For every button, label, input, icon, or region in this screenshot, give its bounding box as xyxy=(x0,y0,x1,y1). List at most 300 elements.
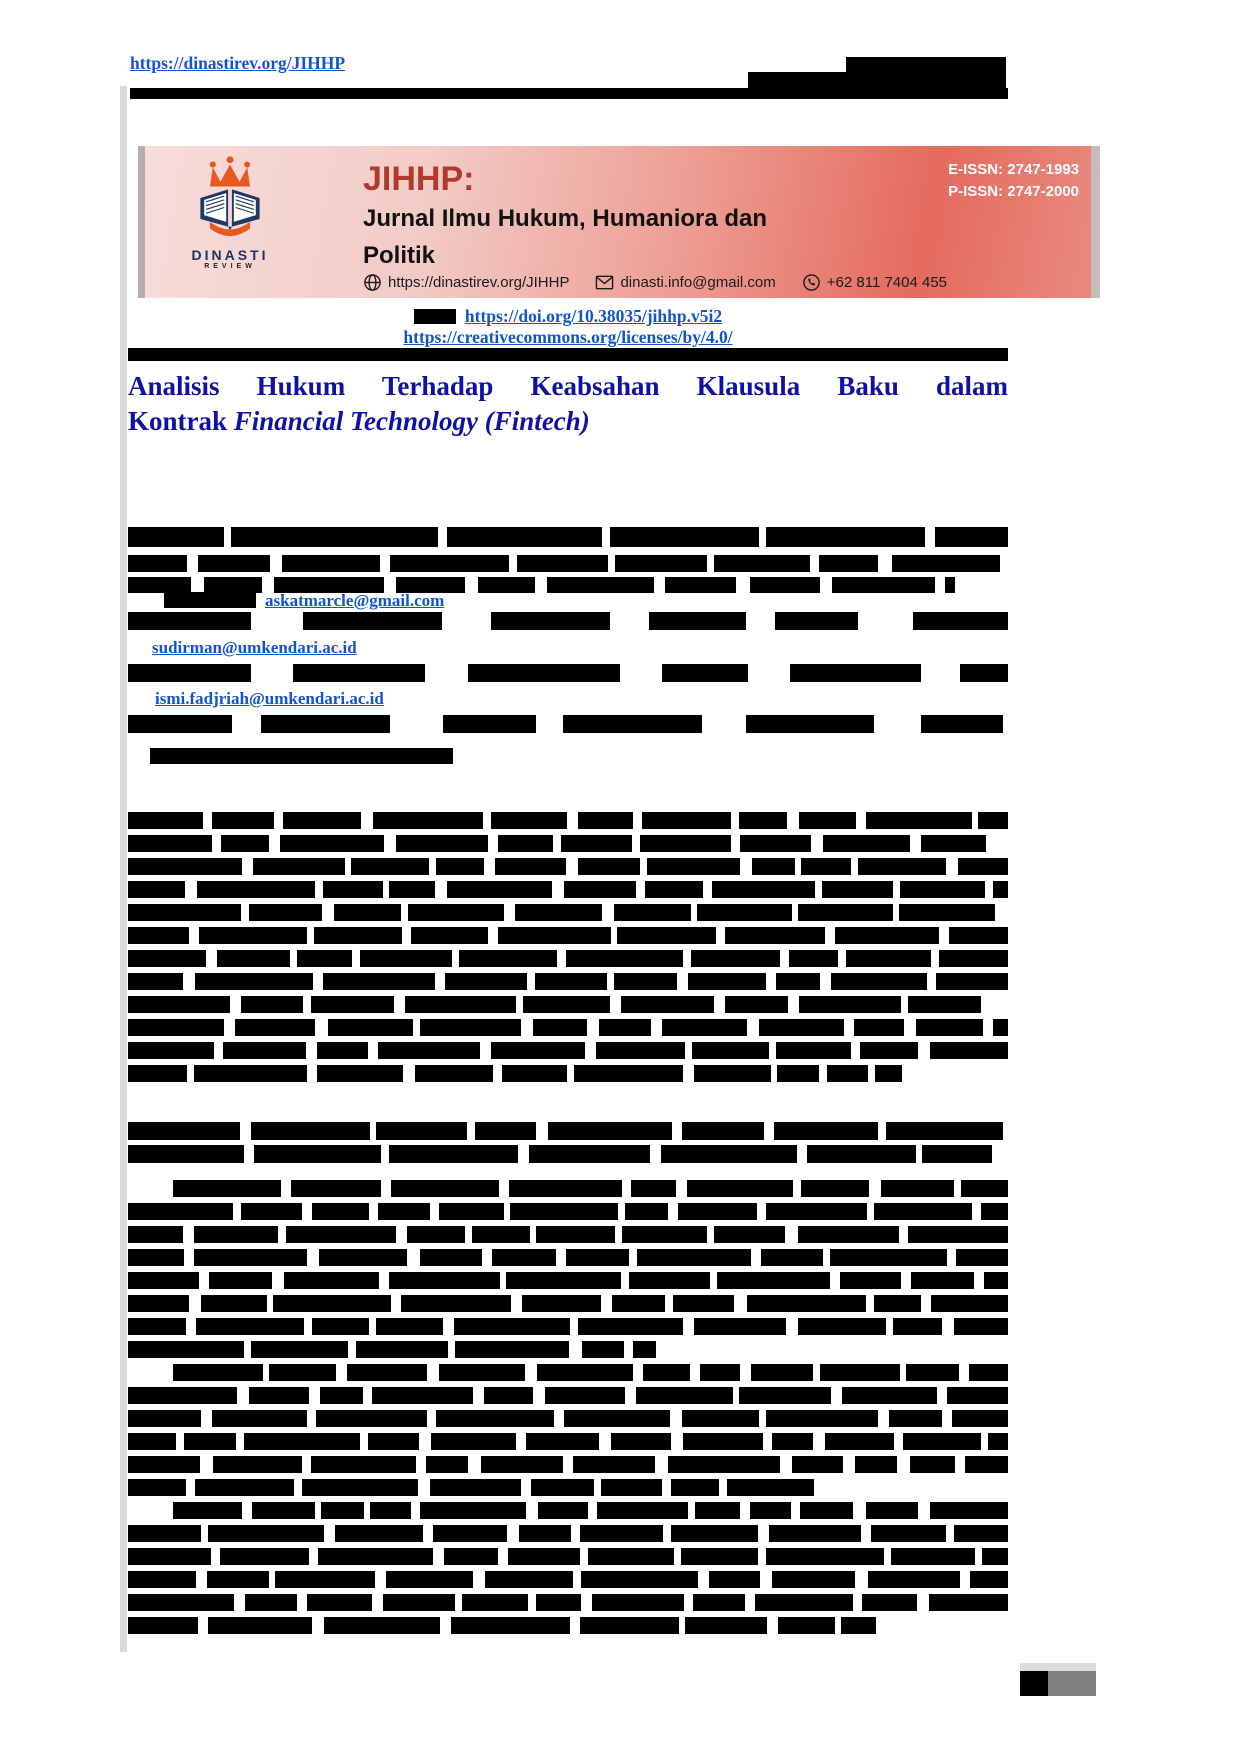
redaction-bar xyxy=(252,1502,314,1519)
journal-banner xyxy=(138,146,1100,298)
redaction-bar xyxy=(766,1410,877,1427)
redaction-bar xyxy=(671,1525,758,1542)
redaction-bar xyxy=(801,858,851,875)
redaction-bar xyxy=(640,835,731,852)
redaction-gap xyxy=(757,1203,766,1220)
redaction-gap xyxy=(685,1042,692,1059)
redaction-bar xyxy=(678,1203,756,1220)
redaction-bar xyxy=(498,835,553,852)
redaction-gap xyxy=(556,1249,566,1266)
redaction-gap xyxy=(278,1226,286,1243)
redaction-gap xyxy=(336,1364,346,1381)
e-issn: E-ISSN: 2747-1993 xyxy=(948,161,1079,178)
redaction-bar xyxy=(128,555,187,572)
redacted-abstract-paragraph xyxy=(128,812,1008,1088)
redaction-bar xyxy=(988,1433,1008,1450)
redaction-gap xyxy=(813,1433,825,1450)
redaction-gap xyxy=(856,812,866,829)
redaction-bar xyxy=(930,1502,1008,1519)
journal-site-link[interactable]: https://dinastirev.org/JIHHP xyxy=(130,53,346,73)
redaction-gap xyxy=(241,904,250,921)
redaction-bar xyxy=(908,1226,1008,1243)
redaction-gap xyxy=(769,1042,776,1059)
redaction-gap xyxy=(830,1272,840,1289)
redacted-page-number xyxy=(1020,1671,1048,1696)
redaction-gap xyxy=(939,927,949,944)
redaction-gap xyxy=(601,1295,612,1312)
redaction-gap xyxy=(819,1065,827,1082)
redaction-bar xyxy=(903,1433,982,1450)
redaction-bar xyxy=(868,1571,960,1588)
redaction-gap xyxy=(662,1479,672,1496)
redaction-bar xyxy=(800,1502,852,1519)
redaction-bar xyxy=(694,1065,771,1082)
redaction-bar xyxy=(312,1318,369,1335)
redaction-bar xyxy=(842,1387,937,1404)
redaction-bar xyxy=(484,1387,533,1404)
redaction-gap xyxy=(866,1295,873,1312)
website-item xyxy=(363,273,569,292)
redaction-bar xyxy=(960,664,1008,682)
redaction-gap xyxy=(946,1525,954,1542)
redaction-gap xyxy=(780,950,789,967)
left-margin-strip xyxy=(120,86,127,1652)
redaction-bar xyxy=(993,881,1008,898)
redaction-bar xyxy=(128,1065,187,1082)
redaction-bar xyxy=(969,1364,1008,1381)
redaction-gap xyxy=(668,1203,679,1220)
title-italic: Financial Technology (Fintech) xyxy=(233,406,590,436)
redaction-gap xyxy=(380,555,390,572)
redaction-bar xyxy=(978,812,1008,829)
redaction-gap xyxy=(746,612,774,630)
redaction-bar xyxy=(936,973,1008,990)
redaction-bar xyxy=(581,1571,698,1588)
redaction-bar xyxy=(776,973,819,990)
redaction-bar xyxy=(436,858,484,875)
redaction-gap xyxy=(813,1364,820,1381)
redaction-gap xyxy=(921,664,960,682)
redaction-bar xyxy=(662,1019,747,1036)
redaction-bar xyxy=(789,950,838,967)
redaction-gap xyxy=(981,1433,988,1450)
redaction-gap xyxy=(607,973,614,990)
redaction-gap xyxy=(625,1387,636,1404)
redaction-gap xyxy=(442,612,491,630)
redaction-gap xyxy=(731,812,739,829)
redaction-gap xyxy=(918,1502,929,1519)
redaction-bar xyxy=(491,612,610,630)
redaction-bar xyxy=(693,1594,745,1611)
redaction-gap xyxy=(780,1456,792,1473)
redaction-bar xyxy=(128,1525,201,1542)
redaction-bar xyxy=(280,835,384,852)
author-email-1[interactable]: askatmarcle@gmail.com xyxy=(265,591,445,610)
redaction-gap xyxy=(302,1456,311,1473)
redaction-gap xyxy=(853,1594,862,1611)
redaction-bar xyxy=(766,527,925,547)
redaction-gap xyxy=(937,1387,947,1404)
redaction-gap xyxy=(189,1295,201,1312)
redaction-gap xyxy=(581,1594,592,1611)
redaction-bar xyxy=(128,881,185,898)
redaction-gap xyxy=(200,1456,212,1473)
redaction-bar xyxy=(431,1433,516,1450)
redaction-bar xyxy=(128,1594,234,1611)
redaction-gap xyxy=(672,1122,682,1140)
redaction-gap xyxy=(309,1548,318,1565)
redaction-bar xyxy=(436,1410,554,1427)
redaction-gap xyxy=(640,858,648,875)
redaction-gap xyxy=(610,996,621,1013)
redaction-bar xyxy=(893,1318,942,1335)
redaction-bar xyxy=(391,1180,499,1197)
redaction-bar xyxy=(952,1410,1007,1427)
redaction-bar xyxy=(275,1571,375,1588)
redaction-bar xyxy=(439,1203,503,1220)
redaction-bar xyxy=(223,1042,307,1059)
redaction-bar xyxy=(921,835,986,852)
redaction-bar xyxy=(538,1502,589,1519)
redaction-bar xyxy=(772,1433,812,1450)
redaction-bar xyxy=(241,1203,302,1220)
redaction-gap xyxy=(186,1479,195,1496)
redaction-bar xyxy=(750,1502,790,1519)
redaction-bar xyxy=(900,881,985,898)
redaction-bar xyxy=(759,1019,845,1036)
redaction-bar xyxy=(766,1203,867,1220)
author-email-3[interactable]: ismi.fadjriah@umkendari.ac.id xyxy=(155,689,384,708)
redaction-bar xyxy=(515,904,601,921)
redaction-bar xyxy=(875,1065,903,1082)
redaction-bar xyxy=(683,1433,763,1450)
redaction-gap xyxy=(955,1456,965,1473)
redaction-bar xyxy=(426,1456,469,1473)
redaction-gap xyxy=(927,973,936,990)
redaction-gap xyxy=(758,1548,766,1565)
redaction-bar xyxy=(447,527,602,547)
redaction-bar xyxy=(297,950,353,967)
redaction-bar xyxy=(615,555,706,572)
redaction-gap xyxy=(918,1042,930,1059)
redaction-bar xyxy=(775,612,858,630)
redaction-bar xyxy=(485,1571,572,1588)
redaction-gap xyxy=(569,1341,582,1358)
redaction-gap xyxy=(473,1571,485,1588)
redaction-bar xyxy=(208,1617,312,1634)
redaction-gap xyxy=(986,835,998,852)
redaction-bar xyxy=(622,1226,707,1243)
redaction-gap xyxy=(851,858,858,875)
redaction-bar xyxy=(199,927,307,944)
spacer xyxy=(128,639,152,655)
author-email-2[interactable]: sudirman@umkendari.ac.id xyxy=(152,638,357,657)
email-item xyxy=(595,273,775,292)
redaction-bar xyxy=(822,881,892,898)
redaction-bar xyxy=(717,1272,831,1289)
redaction-bar xyxy=(984,1272,1008,1289)
redaction-gap xyxy=(203,812,212,829)
redaction-bar xyxy=(629,1272,710,1289)
redaction-gap xyxy=(361,812,373,829)
redaction-bar xyxy=(328,1019,413,1036)
redaction-bar xyxy=(282,555,380,572)
redaction-gap xyxy=(498,1548,508,1565)
redacted-corresponding-author xyxy=(150,748,453,764)
redaction-bar xyxy=(498,927,611,944)
redaction-gap xyxy=(198,1617,208,1634)
redaction-gap xyxy=(230,996,242,1013)
redaction-bar xyxy=(376,1122,466,1140)
redaction-gap xyxy=(493,1065,502,1082)
redaction-gap xyxy=(599,1433,611,1450)
redaction-bar xyxy=(891,1548,976,1565)
redaction-gap xyxy=(831,1387,842,1404)
redaction-gap xyxy=(901,996,908,1013)
redaction-gap xyxy=(407,1249,420,1266)
logo-title: DINASTI xyxy=(191,247,269,263)
redaction-bar xyxy=(688,973,766,990)
redaction-bar xyxy=(241,996,302,1013)
redaction-gap xyxy=(394,996,405,1013)
redaction-gap xyxy=(313,973,323,990)
redaction-gap xyxy=(525,1364,536,1381)
redaction-bar xyxy=(194,1065,307,1082)
redaction-bar xyxy=(386,1571,474,1588)
redaction-bar xyxy=(462,1594,529,1611)
redaction-gap xyxy=(381,1180,391,1197)
redaction-gap xyxy=(473,1387,484,1404)
redaction-gap xyxy=(368,1042,378,1059)
doi-link[interactable]: https://doi.org/10.38035/jihhp.v5i2 xyxy=(464,306,723,326)
redaction-bar xyxy=(128,1145,244,1163)
redaction-gap xyxy=(588,1502,597,1519)
redaction-gap xyxy=(684,1594,693,1611)
redaction-bar xyxy=(128,1249,184,1266)
redaction-bar xyxy=(633,1341,656,1358)
redaction-gap xyxy=(224,1019,235,1036)
redaction-bar xyxy=(798,1318,887,1335)
redaction-bar xyxy=(862,1594,916,1611)
redaction-gap xyxy=(893,881,900,898)
redaction-gap xyxy=(897,1456,909,1473)
redaction-gap xyxy=(244,1341,251,1358)
redaction-gap xyxy=(838,950,846,967)
redaction-gap xyxy=(688,1502,695,1519)
redaction-gap xyxy=(315,881,323,898)
redaction-bar xyxy=(244,1433,360,1450)
redaction-bar xyxy=(854,1019,904,1036)
redaction-bar xyxy=(612,1295,665,1312)
redaction-gap xyxy=(322,904,333,921)
redaction-gap xyxy=(369,1203,378,1220)
redaction-gap xyxy=(707,555,715,572)
redaction-gap xyxy=(740,1364,751,1381)
redaction-gap xyxy=(985,881,994,898)
redaction-gap xyxy=(567,1065,574,1082)
redaction-gap xyxy=(751,1249,761,1266)
redaction-gap xyxy=(423,1525,433,1542)
redaction-bar xyxy=(254,1145,381,1163)
redaction-gap xyxy=(690,1364,700,1381)
redacted-body-paragraph xyxy=(128,1180,1008,1640)
redaction-bar xyxy=(681,1548,758,1565)
redaction-gap xyxy=(303,996,311,1013)
redaction-bar xyxy=(314,927,401,944)
redaction-bar xyxy=(312,1203,369,1220)
redaction-bar xyxy=(647,858,740,875)
redaction-gap xyxy=(567,812,578,829)
redaction-bar xyxy=(573,1456,655,1473)
crown-book-logo-icon xyxy=(187,154,273,240)
redaction-gap xyxy=(360,1433,369,1450)
redaction-gap xyxy=(504,904,516,921)
redaction-gap xyxy=(602,904,615,921)
redaction-bar xyxy=(578,858,640,875)
redaction-bar xyxy=(827,1065,868,1082)
redaction-bar xyxy=(128,1410,201,1427)
redaction-bar xyxy=(209,1272,272,1289)
redaction-gap xyxy=(507,1525,519,1542)
redaction-bar xyxy=(739,812,787,829)
redaction-gap xyxy=(369,1318,376,1335)
redaction-gap xyxy=(183,1226,194,1243)
redacted-affiliation xyxy=(128,664,1008,682)
redaction-gap xyxy=(482,1249,492,1266)
redaction-bar xyxy=(597,1502,688,1519)
redaction-gap xyxy=(274,812,283,829)
redaction-bar xyxy=(714,1226,786,1243)
redaction-bar xyxy=(519,1525,571,1542)
redaction-gap xyxy=(972,1203,981,1220)
redaction-bar xyxy=(564,1410,670,1427)
redaction-gap xyxy=(797,1145,807,1163)
redaction-gap xyxy=(176,1433,184,1450)
redaction-bar xyxy=(196,1318,304,1335)
redaction-gap xyxy=(186,1318,195,1335)
redaction-bar xyxy=(751,1364,812,1381)
redaction-gap xyxy=(878,555,892,572)
redaction-gap xyxy=(315,1019,328,1036)
redaction-bar xyxy=(389,1145,519,1163)
redaction-bar xyxy=(351,858,429,875)
redaction-gap xyxy=(786,1318,798,1335)
redaction-bar xyxy=(643,1364,689,1381)
banner-email: dinasti.info@gmail.com xyxy=(620,274,776,291)
redaction-gap xyxy=(189,927,199,944)
redaction-bar xyxy=(245,1594,297,1611)
redaction-bar xyxy=(194,1249,307,1266)
redaction-gap xyxy=(251,612,304,630)
redaction-bar xyxy=(212,1410,308,1427)
redaction-bar xyxy=(566,1249,629,1266)
redaction-gap xyxy=(665,1295,673,1312)
redaction-bar xyxy=(961,1180,1008,1197)
redaction-bar xyxy=(459,950,557,967)
redaction-gap xyxy=(418,1479,430,1496)
redaction-bar xyxy=(197,881,315,898)
redaction-bar xyxy=(405,996,516,1013)
redaction-gap xyxy=(372,1594,383,1611)
redaction-gap xyxy=(853,1502,866,1519)
redaction-bar xyxy=(401,1295,511,1312)
title-line1: Analisis Hukum Terhadap Keabsahan Klausula Baku dalam xyxy=(128,371,1008,401)
redaction-gap xyxy=(702,715,747,733)
license-line xyxy=(128,327,1008,347)
redaction-bar xyxy=(662,664,749,682)
redaction-gap xyxy=(683,1065,693,1082)
redaction-bar xyxy=(221,835,269,852)
redaction-gap xyxy=(183,973,195,990)
license-link[interactable]: https://creativecommons.org/licenses/by/4.0/ xyxy=(403,327,733,347)
redaction-bar xyxy=(531,1479,594,1496)
redaction-bar xyxy=(408,904,504,921)
redaction-bar xyxy=(700,1364,741,1381)
redaction-gap xyxy=(570,1318,578,1335)
redaction-bar xyxy=(825,1433,894,1450)
redaction-bar xyxy=(347,1364,427,1381)
redaction-bar xyxy=(910,1456,955,1473)
redaction-gap xyxy=(580,1548,589,1565)
redaction-gap xyxy=(843,1456,855,1473)
redaction-gap xyxy=(236,1433,244,1450)
redaction-gap xyxy=(823,1249,830,1266)
redaction-gap xyxy=(557,950,566,967)
redaction-gap xyxy=(942,1318,954,1335)
redaction-bar xyxy=(334,904,401,921)
redaction-gap xyxy=(1000,555,1008,572)
phone-icon xyxy=(802,273,821,292)
redaction-bar xyxy=(582,1341,623,1358)
redaction-bar xyxy=(931,1295,1008,1312)
redaction-bar xyxy=(128,1295,189,1312)
redaction-bar xyxy=(772,1571,855,1588)
journal-name xyxy=(363,200,767,274)
redaction-bar xyxy=(529,1145,650,1163)
redaction-bar xyxy=(739,1387,831,1404)
redaction-gap xyxy=(433,1548,444,1565)
redaction-gap xyxy=(791,1502,801,1519)
redaction-gap xyxy=(324,1525,335,1542)
redaction-bar xyxy=(195,1479,294,1496)
redaction-gap xyxy=(484,858,495,875)
redaction-gap xyxy=(835,1617,842,1634)
redaction-bar xyxy=(866,812,972,829)
redaction-bar xyxy=(835,927,940,944)
redacted-section-heading xyxy=(128,1122,1008,1168)
redaction-gap xyxy=(759,527,766,547)
article-title xyxy=(128,371,1008,441)
redaction-bar xyxy=(128,1387,237,1404)
redaction-gap xyxy=(516,996,524,1013)
redaction-bar xyxy=(685,1617,767,1634)
redaction-gap xyxy=(307,1410,315,1427)
redaction-bar xyxy=(443,715,536,733)
redaction-bar xyxy=(376,1318,442,1335)
redaction-bar xyxy=(566,950,683,967)
redaction-gap xyxy=(307,1065,317,1082)
redaction-bar xyxy=(502,1065,567,1082)
redaction-gap xyxy=(585,1042,596,1059)
redaction-gap xyxy=(499,1180,508,1197)
header-rule xyxy=(130,88,1008,99)
redaction-gap xyxy=(633,1364,643,1381)
redaction-bar xyxy=(535,973,607,990)
redaction-gap xyxy=(480,1042,492,1059)
redaction-bar xyxy=(614,973,677,990)
redacted-text xyxy=(164,592,256,608)
redaction-gap xyxy=(571,1525,580,1542)
